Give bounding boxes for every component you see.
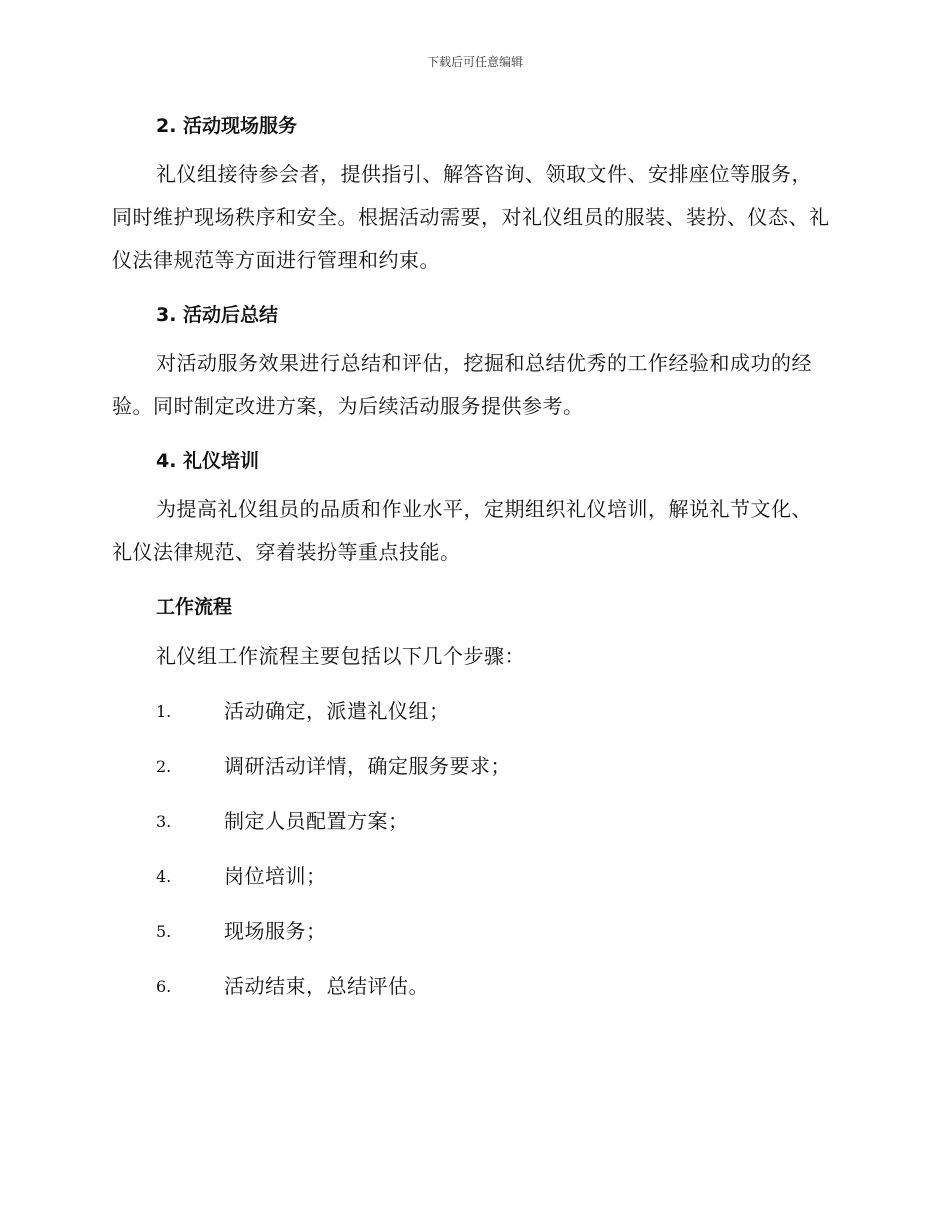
workflow-steps-list	[112, 690, 832, 1020]
step-number: 3.	[156, 812, 172, 831]
step-text: 活动结束，总结评估。	[224, 974, 429, 998]
section-paragraph-post-event-summary: 对活动服务效果进行总结和评估，挖掘和总结优秀的工作经验和成功的经验。同时制定改进方案，为后续活动服务提供参考。	[112, 351, 812, 418]
step-number: 2.	[156, 757, 172, 776]
section-heading-etiquette-training: 4. 礼仪培训	[156, 450, 260, 472]
section-heading-workflow: 工作流程	[156, 596, 233, 618]
step-text: 现场服务；	[224, 919, 327, 943]
section-paragraph-onsite-service: 礼仪组接待参会者，提供指引、解答咨询、领取文件、安排座位等服务，同时维护现场秩序和安全。根据活动需要，对礼仪组员的服装、装扮、仪态、礼仪法律规范等方面进行管理和约束。	[112, 162, 830, 272]
list-item	[112, 690, 832, 745]
list-item	[112, 745, 832, 800]
page-header: 下载后可任意编辑	[426, 55, 523, 69]
step-text: 活动确定，派遣礼仪组；	[224, 699, 450, 723]
step-text: 调研活动详情，确定服务要求；	[224, 754, 511, 778]
document-body	[112, 110, 832, 1020]
list-item	[112, 855, 832, 910]
section-paragraph-etiquette-training: 为提高礼仪组员的品质和作业水平，定期组织礼仪培训，解说礼节文化、礼仪法律规范、穿着装扮等重点技能。	[112, 497, 812, 564]
list-item	[112, 800, 832, 855]
workflow-intro: 礼仪组工作流程主要包括以下几个步骤：	[156, 644, 525, 668]
step-text: 制定人员配置方案；	[224, 809, 409, 833]
section-heading-onsite-service: 2. 活动现场服务	[156, 115, 298, 137]
step-number: 5.	[156, 922, 172, 941]
list-item	[112, 910, 832, 965]
section-heading-post-event-summary: 3. 活动后总结	[156, 304, 279, 326]
list-item	[112, 965, 832, 1020]
step-number: 6.	[156, 977, 172, 996]
step-number: 1.	[156, 702, 172, 721]
step-text: 岗位培训；	[224, 864, 327, 888]
step-number: 4.	[156, 867, 172, 886]
